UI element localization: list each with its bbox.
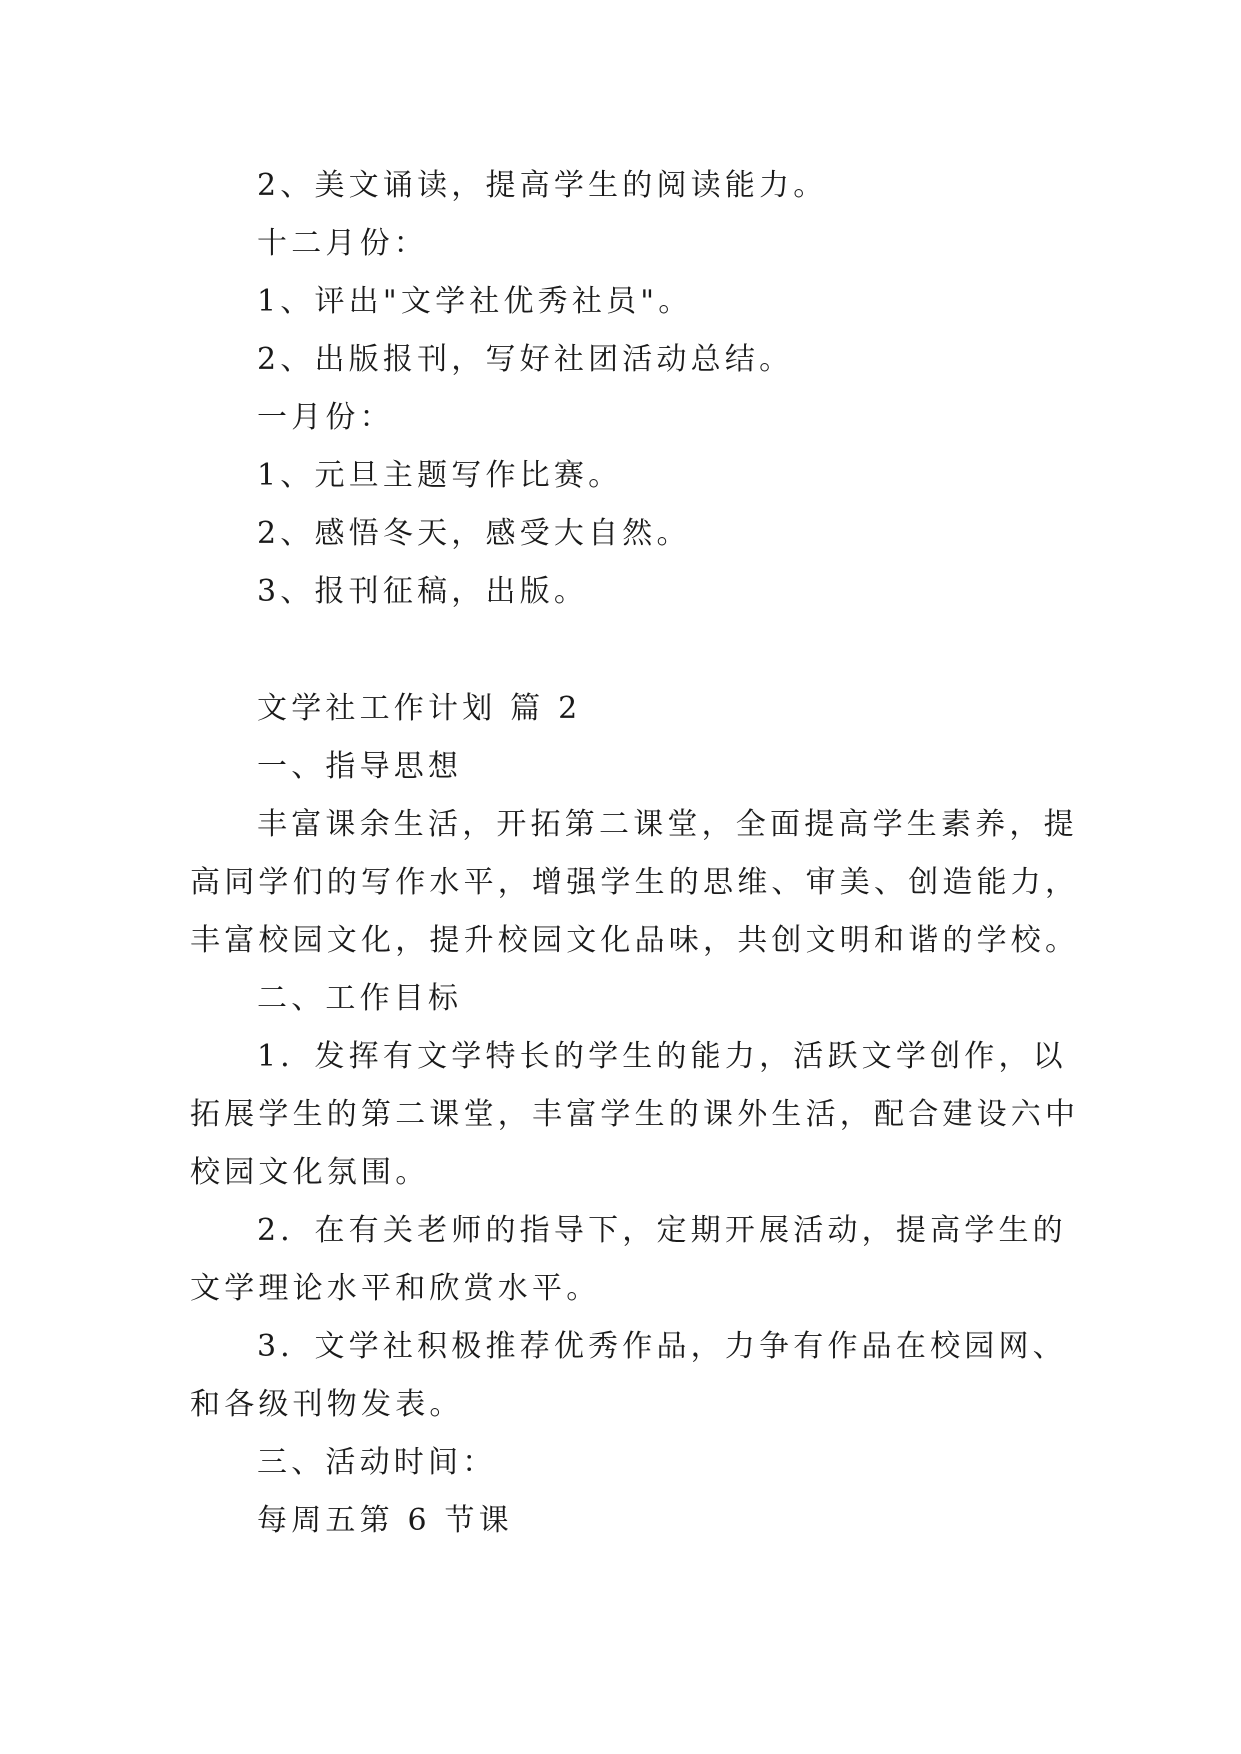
- text-line: 1、评出"文学社优秀社员"。: [257, 284, 693, 319]
- section-title: 文学社工作计划 篇 2: [257, 691, 582, 726]
- text-line: 2、出版报刊，写好社团活动总结。: [257, 342, 794, 377]
- text-line: 高同学们的写作水平，增强学生的思维、审美、创造能力，: [190, 865, 1080, 900]
- text-line: 1．发挥有文学特长的学生的能力，活跃文学创作，以: [257, 1039, 1067, 1074]
- text-line: 文学理论水平和欣赏水平。: [190, 1271, 601, 1306]
- text-line: 十二月份：: [257, 226, 428, 261]
- text-line: 拓展学生的第二课堂，丰富学生的课外生活，配合建设六中: [190, 1097, 1080, 1132]
- text-line: 2、感悟冬天，感受大自然。: [257, 516, 691, 551]
- text-line: 3、报刊征稿，出版。: [257, 574, 589, 609]
- text-line: 1、元旦主题写作比赛。: [257, 458, 623, 493]
- text-line: 丰富校园文化，提升校园文化品味，共创文明和谐的学校。: [190, 923, 1080, 958]
- text-line: 3．文学社积极推荐优秀作品，力争有作品在校园网、: [257, 1329, 1067, 1364]
- heading-activity-time: 三、活动时间：: [257, 1445, 497, 1480]
- text-line: 校园文化氛围。: [190, 1155, 430, 1190]
- text-line: 每周五第 6 节课: [257, 1503, 513, 1538]
- text-line: 和各级刊物发表。: [190, 1387, 464, 1422]
- text-line: 2、美文诵读，提高学生的阅读能力。: [257, 168, 828, 203]
- text-line: 2．在有关老师的指导下，定期开展活动，提高学生的: [257, 1213, 1067, 1248]
- text-line: 丰富课余生活，开拓第二课堂，全面提高学生素养，提: [257, 807, 1078, 842]
- heading-work-goals: 二、工作目标: [257, 981, 463, 1016]
- heading-guiding-ideology: 一、指导思想: [257, 749, 463, 784]
- text-line: 一月份：: [257, 400, 394, 435]
